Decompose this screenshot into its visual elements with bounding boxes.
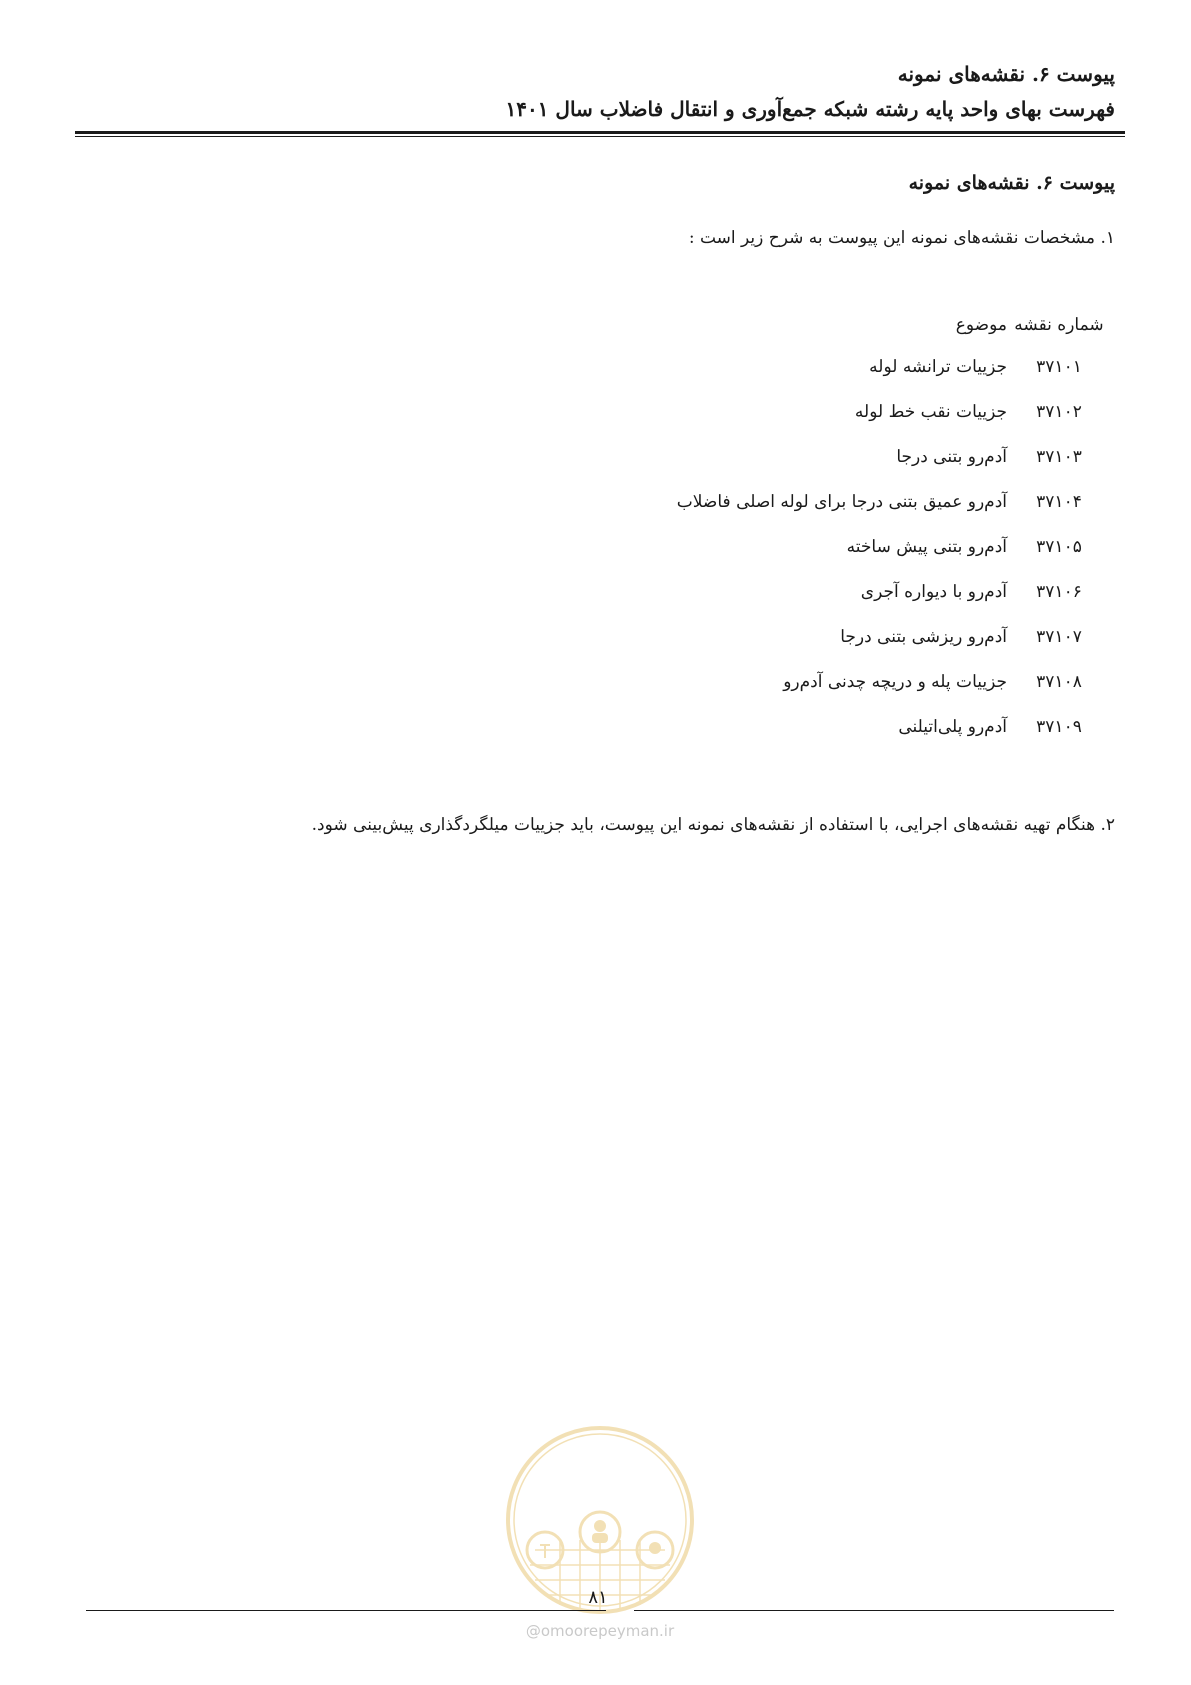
table-row [591,344,1111,389]
intro-paragraph: ۱. مشخصات نقشه‌های نمونه این پیوست به شرح زیر است : [688,228,1115,248]
drawing-subject: جزییات پله و دریچه چدنی آدم‌رو [783,671,1007,692]
header-divider-thin [75,136,1125,137]
drawing-subject: آدم‌رو پلی‌اتیلنی [898,716,1007,737]
drawing-subject: جزییات نقب خط لوله [854,401,1007,422]
note-paragraph: ۲. هنگام تهیه نقشه‌های اجرایی، با استفاده از نقشه‌های نمونه این پیوست، باید جزییات میلگردگذاری پیش‌بینی شود. [311,815,1115,835]
footer-divider-right [634,1610,1114,1611]
table-row [591,614,1111,659]
drawing-number: ۳۷۱۰۶ [1036,581,1082,602]
table-row [591,569,1111,614]
header-drawing-number: شماره نقشه [1014,315,1104,335]
drawing-number: ۳۷۱۰۷ [1036,626,1082,647]
drawing-subject: آدم‌رو عمیق بتنی درجا برای لوله اصلی فاضلاب [676,491,1007,512]
header-divider-thick [75,131,1125,134]
drawing-number: ۳۷۱۰۸ [1036,671,1082,692]
drawing-subject: آدم‌رو بتنی درجا [896,446,1007,467]
drawing-number: ۳۷۱۰۴ [1036,491,1082,512]
table-row [591,704,1111,749]
drawing-number: ۳۷۱۰۵ [1036,536,1082,557]
drawing-subject: آدم‌رو با دیواره آجری [860,581,1007,602]
header-appendix-title: پیوست ۶. نقشه‌های نمونه [897,62,1115,86]
page-number: ۸۱ [588,1587,608,1608]
drawing-subject: آدم‌رو بتنی پیش ساخته [846,536,1007,557]
drawing-number: ۳۷۱۰۲ [1036,401,1082,422]
drawing-number: ۳۷۱۰۱ [1036,356,1082,377]
table-row [591,524,1111,569]
table-row [591,434,1111,479]
watermark-website: @omoorepeyman.ir [525,1622,675,1640]
drawing-subject: آدم‌رو ریزشی بتنی درجا [840,626,1007,647]
table-row [591,389,1111,434]
table-row [591,659,1111,704]
drawing-subject: جزییات ترانشه لوله [869,356,1007,377]
drawings-table [591,306,1111,749]
footer-divider-left [86,1610,606,1611]
section-title: پیوست ۶. نقشه‌های نمونه [908,172,1115,194]
drawing-number: ۳۷۱۰۳ [1036,446,1082,467]
table-row [591,479,1111,524]
table-header-row [591,306,1111,344]
header-subject: موضوع [955,315,1007,335]
drawing-number: ۳۷۱۰۹ [1036,716,1082,737]
header-document-title: فهرست بهای واحد پایه رشته شبکه جمع‌آوری و انتقال فاضلاب سال ۱۴۰۱ [505,97,1115,121]
